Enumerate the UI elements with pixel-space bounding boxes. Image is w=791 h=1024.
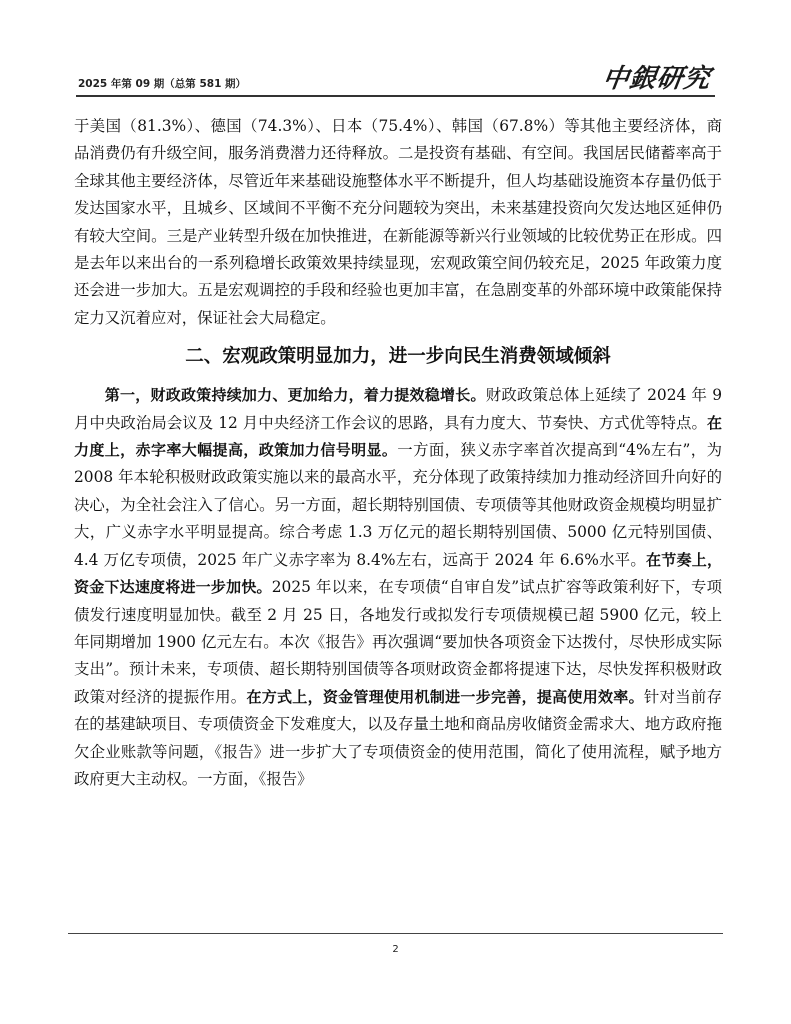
section-heading: 二、宏观政策明显加力，进一步向民生消费领域倾斜 (185, 346, 611, 368)
bold-lead-method: 在方式上，资金管理使用机制进一步完善，提高使用效率。 (246, 687, 644, 706)
paragraph-fiscal-policy (74, 382, 722, 793)
header-divider (76, 95, 715, 97)
bold-lead-fiscal: 第一，财政政策持续加力、更加给力，着力提效稳增长。 (104, 386, 486, 405)
footer-divider (68, 933, 723, 934)
text-fiscal-3: 2025 年以来，在专项债“自审自发”试点扩容等政策利好下，专项债发行速度明显加快。截至 2 月 25 日，各地发行或拟发行专项债规模已超 5900 亿元，较上年同期增加 1900 亿元左右。本次《报告》再次强调“要加快各项资金下达拨付，尽快形成实际支出”。预计未来，专项债、超长期特别国债等各项财政资金都将提速下达，尽快发挥积极财政政策对经济的提振作用。 (74, 578, 722, 706)
issue-label: 2025 年第 09 期（总第 581 期） (78, 78, 247, 90)
page-number: 2 (392, 944, 399, 955)
paragraph-continuation: 于美国（81.3%）、德国（74.3%）、日本（75.4%）、韩国（67.8%）等其他主要经济体，商品消费仍有升级空间，服务消费潜力还待释放。二是投资有基础、有空间。我国居民储蓄率高于全球其他主要经济体，尽管近年来基础设施整体水平不断提升，但人均基础设施资本存量仍低于发达国家水平，且城乡、区域间不平衡不充分问题较为突出，未来基建投资向欠发达地区延伸仍有较大空间。三是产业转型升级在加快推进，在新能源等新兴行业领域的比较优势正在形成。四是去年以来出台的一系列稳增长政策效果持续显现，宏观政策空间仍较充足，2025 年政策力度还会进一步加大。五是宏观调控的手段和经验也更加丰富，在急剧变革的外部环境中政策能保持定力又沉着应对，保证社会大局稳定。 (74, 117, 722, 327)
bold-lead-intensity: 在力度上，赤字率大幅提高，政策加力信号明显。 (74, 413, 722, 460)
bold-lead-pace: 在节奏上，资金下达速度将进一步加快。 (74, 550, 722, 597)
text-fiscal-4: 针对当前存在的基建缺项目、专项债资金下发难度大，以及存量土地和商品房收储资金需求大、地方政府拖欠企业账款等问题，《报告》进一步扩大了专项债资金的使用范围，简化了使用流程，赋予地方政府更大主动权。一方面，《报告》 (74, 687, 722, 788)
bank-research-logo: 中銀研究 (600, 64, 713, 94)
text-fiscal-1: 财政政策总体上延续了 2024 年 9 月中央政治局会议及 12 月中央经济工作会议的思路，具有力度大、节奏快、方式优等特点。 (74, 386, 722, 432)
document-body (74, 113, 722, 793)
text-fiscal-2: 一方面，狭义赤字率首次提高到“4%左右”，为2008 年本轮积极财政政策实施以来的最高水平，充分体现了政策持续加力推动经济回升向好的决心，为全社会注入了信心。另一方面，超长期特别国债、专项债等其他财政资金规模均明显扩大，广义赤字水平明显提高。综合考虑 1.3 万亿元的超长期特别国债、5000 亿元特别国债、4.4 万亿专项债，2025 年广义赤字率为 8.4%左右，远高于 2024 年 6.6%水平。 (74, 441, 722, 569)
